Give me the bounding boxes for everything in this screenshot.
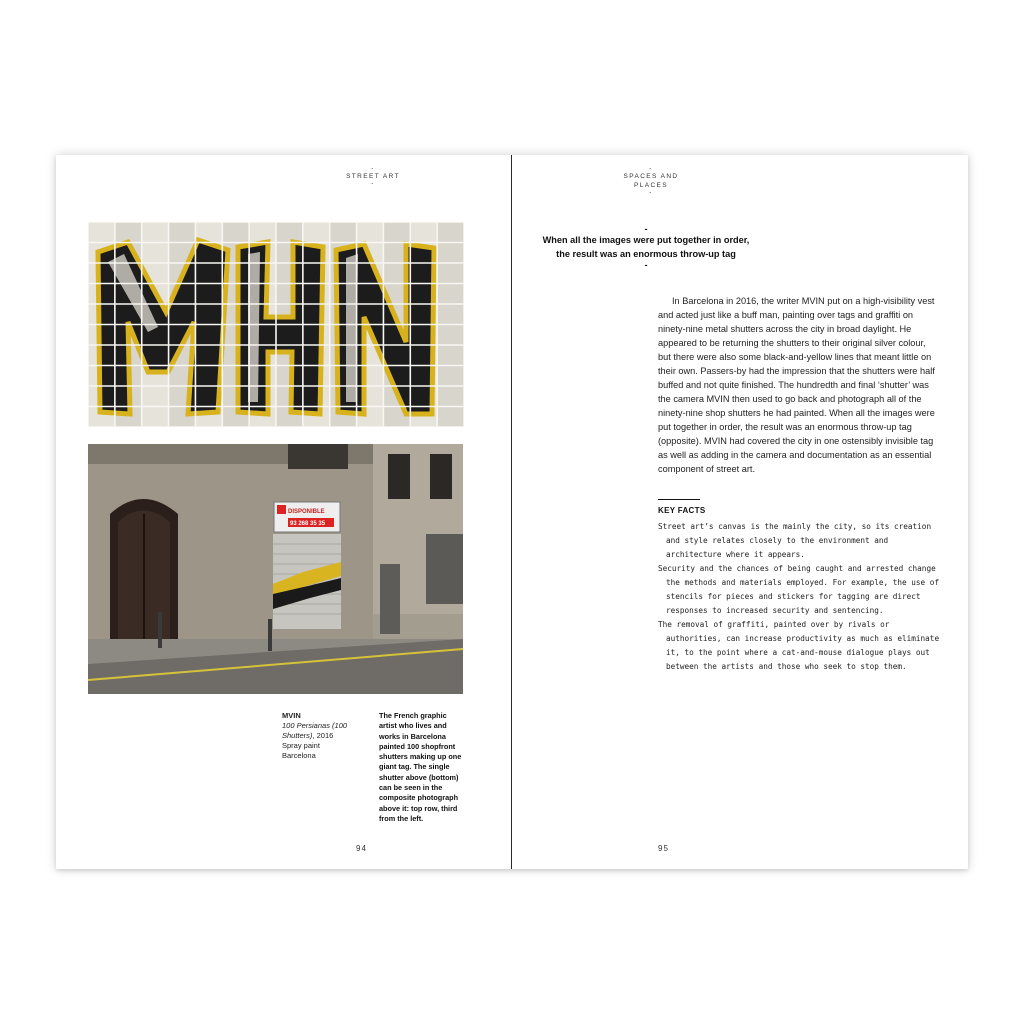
key-fact-item: Street art’s canvas is the mainly the city, so its creation and style relates closely to the environment and architecture where it appears. xyxy=(658,522,932,559)
key-facts-rule xyxy=(658,499,700,500)
page-number-left: 94 xyxy=(356,844,367,853)
artwork-caption xyxy=(282,711,362,761)
sign-text: DISPONIBLE xyxy=(288,509,325,515)
key-fact-item: Security and the chances of being caught and arrested change the methods and materials employed. For example, the use of stencils for pieces and stickers for tagging are direct responses to increased security and sentencing. xyxy=(658,564,940,615)
key-facts-list xyxy=(658,520,948,674)
body-paragraph: In Barcelona in 2016, the writer MVIN put on a high-visibility vest and acted just like a buff man, painting over tags and graffiti on ninety-nine metal shutters across the city in broad daylight. He appeared to be returning the shutters to their original silver colour, but there were also some black-and-yellow lines that meant little on their own. Passers-by had the impression that the shutters were half buffed and not quite finished. The hundredth and final ‘shutter’ was the camera MVIN then used to go back and photograph all of the ninety-nine shop shutters he had painted. When all the images were put together in order, the result was an enormous throw-up tag (opposite). MVIN had covered the city in one ostensibly invisible tag as well as adding in the camera and documentation as an essential component of street art. xyxy=(658,296,935,474)
page-number-right: 95 xyxy=(658,844,669,853)
artwork-year: , 2016 xyxy=(312,731,334,740)
running-head-right: - SPACES AND PLACES - xyxy=(623,166,679,196)
key-fact-item: The removal of graffiti, painted over by rivals or authorities, can increase productivity as much as eliminate it, to the point where a cat-and-mouse dialogue plays out between the artists and those who seek to stop them. xyxy=(658,620,940,671)
artwork-place: Barcelona xyxy=(282,751,316,760)
artwork-medium: Spray paint xyxy=(282,741,320,750)
sign-phone: 93 268 35 35 xyxy=(290,521,326,527)
book-spread xyxy=(56,155,968,869)
artwork-description: The French graphic artist who lives and works in Barcelona painted 100 shopfront shutters making up one giant tag. The single shutter above (bottom) can be seen in the composite photograph above it: top row, third from the left. xyxy=(379,711,462,823)
running-head-left: - STREET ART - xyxy=(346,166,400,187)
mvin-shutter-mosaic-image xyxy=(88,222,464,427)
shutter-street-photo xyxy=(88,444,463,694)
artist-name: MVIN xyxy=(282,711,301,720)
pull-quote-line-1: When all the images were put together in order, xyxy=(542,235,750,245)
key-facts-title: KEY FACTS xyxy=(658,506,706,515)
artwork-title: 100 Persianas (100 Shutters) xyxy=(282,721,348,740)
pull-quote: - When all the images were put together in order, the result was an enormous throw-up tag - xyxy=(542,224,750,270)
pull-quote-line-2: the result was an enormous throw-up tag xyxy=(556,249,736,259)
